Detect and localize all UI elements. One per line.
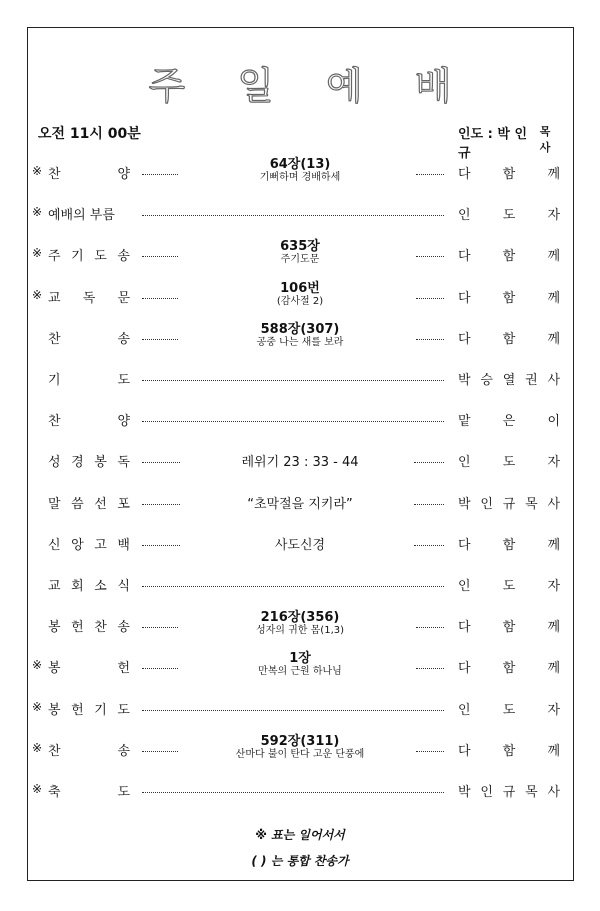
program-item-label: 축 도 — [48, 785, 130, 800]
leader-dots — [142, 256, 178, 257]
leader-dots — [142, 504, 180, 505]
stand-mark: ※ — [31, 205, 43, 219]
program-detail — [180, 534, 420, 553]
hymn-number: 216장(356) — [260, 610, 340, 625]
hymn-title: 기뻐하며 경배하세 — [259, 172, 341, 183]
hymn-title: 주기도문 — [280, 254, 320, 265]
stand-mark: ※ — [31, 164, 43, 178]
leader-dots — [142, 421, 444, 422]
hymn-title: 산마다 불이 탄다 고운 단풍에 — [235, 749, 365, 760]
footer-note-standing: ※ 표는 일어서서 — [255, 828, 345, 842]
stand-mark: ※ — [31, 246, 43, 260]
program-detail — [180, 610, 420, 637]
program-row — [0, 193, 600, 233]
leader-dots — [142, 298, 178, 299]
program-item-responsible: 다 함 께 — [458, 661, 560, 676]
program-item-label: 찬 양 — [48, 414, 130, 429]
program-item-label: 찬 송 — [48, 744, 130, 759]
stand-mark: ※ — [31, 288, 43, 302]
hymn-number: 588장(307) — [260, 322, 340, 337]
footer-note-hymnal: ( ) 는 통합 찬송가 — [251, 854, 349, 868]
program-item-responsible: 다 함 께 — [458, 332, 560, 347]
leader-dots — [416, 668, 444, 669]
program-item-responsible: 다 함 께 — [458, 620, 560, 635]
detail-text: “초막절을 지키라” — [247, 497, 353, 512]
program-row — [0, 399, 600, 439]
program-detail — [180, 451, 420, 470]
leader-dots — [416, 174, 444, 175]
program-row — [0, 317, 600, 357]
stand-mark: ※ — [31, 741, 43, 755]
program-row — [0, 152, 600, 192]
program-row — [0, 729, 600, 769]
program-item-label: 찬 양 — [48, 167, 130, 182]
stand-mark: ※ — [31, 782, 43, 796]
program-item-label: 말 씀 선 포 — [48, 497, 130, 512]
program-item-responsible: 다 함 께 — [458, 291, 560, 306]
hymn-number: 64장(13) — [269, 157, 331, 172]
leader-dots — [416, 751, 444, 752]
detail-text: 레위기 23 : 33 - 44 — [241, 455, 359, 470]
program-item-label: 교 독 문 — [48, 291, 130, 306]
program-row — [0, 482, 600, 522]
program-item-responsible: 인 도 자 — [458, 455, 560, 470]
leader-dots — [142, 668, 178, 669]
program-detail — [180, 157, 420, 184]
leader-dots — [142, 751, 178, 752]
hymn-number: 635장 — [280, 239, 320, 254]
leader-dots — [142, 627, 178, 628]
hymn-number: 1장 — [289, 651, 311, 666]
leader-dots — [416, 339, 444, 340]
hymn-title: (감사절 2) — [276, 296, 324, 307]
program-item-responsible: 인 도 자 — [458, 579, 560, 594]
program-row — [0, 564, 600, 604]
program-detail — [180, 322, 420, 349]
program-detail — [180, 734, 420, 761]
program-item-responsible: 박 인 규 목 사 — [458, 785, 560, 800]
leader-dots — [142, 380, 444, 381]
program-item-responsible: 인 도 자 — [458, 208, 560, 223]
program-row — [0, 770, 600, 810]
program-item-responsible: 박 인 규 목 사 — [458, 497, 560, 512]
service-time: 오전 11시 00분 — [38, 126, 141, 142]
hymn-title: 만복의 근원 하나님 — [258, 666, 342, 677]
leader-dots — [142, 215, 444, 216]
program-row — [0, 646, 600, 686]
stand-mark: ※ — [31, 658, 43, 672]
leader-dots — [416, 627, 444, 628]
program-item-label: 봉 헌 기 도 — [48, 703, 130, 718]
hymn-number: 106번 — [280, 281, 320, 296]
program-row — [0, 688, 600, 728]
program-row — [0, 234, 600, 274]
leader-dots — [142, 462, 180, 463]
program-row — [0, 440, 600, 480]
program-item-label: 신 앙 고 백 — [48, 538, 130, 553]
program-row — [0, 276, 600, 316]
leader-dots — [416, 298, 444, 299]
program-item-label: 봉 헌 — [48, 661, 130, 676]
program-row — [0, 605, 600, 645]
program-item-responsible: 다 함 께 — [458, 167, 560, 182]
program-detail — [180, 281, 420, 308]
leader-title: 목사 — [539, 125, 551, 154]
leader-dots — [142, 586, 444, 587]
hymn-title: 공중 나는 새를 보라 — [256, 337, 344, 348]
program-item-responsible: 맡 은 이 — [458, 414, 560, 429]
program-item-label: 기 도 — [48, 373, 130, 388]
program-item-label: 교 회 소 식 — [48, 579, 130, 594]
program-detail — [180, 493, 420, 512]
program-item-label: 성 경 봉 독 — [48, 455, 130, 470]
program-item-responsible: 인 도 자 — [458, 703, 560, 718]
hymn-title: 성자의 귀한 몸(1,3) — [255, 625, 345, 636]
detail-text: 사도신경 — [274, 538, 326, 553]
stand-mark: ※ — [31, 700, 43, 714]
program-detail — [180, 651, 420, 678]
leader-dots — [142, 545, 180, 546]
program-item-responsible: 다 함 께 — [458, 744, 560, 759]
program-row — [0, 523, 600, 563]
leader-dots — [142, 339, 178, 340]
leader-dots — [142, 174, 178, 175]
program-row — [0, 358, 600, 398]
leader-dots — [416, 256, 444, 257]
page-title: 주 일 예 배 — [148, 64, 472, 108]
program-item-label: 찬 송 — [48, 332, 130, 347]
program-item-responsible: 다 함 께 — [458, 538, 560, 553]
program-item-responsible: 박 승 열 권 사 — [458, 373, 560, 388]
program-item-label: 예배의 부름 — [48, 208, 115, 223]
leader-dots — [142, 792, 444, 793]
leader-dots — [142, 710, 444, 711]
leader-label: 인도 : 박 인 규 — [458, 127, 528, 161]
program-detail — [180, 239, 420, 266]
hymn-number: 592장(311) — [260, 734, 340, 749]
program-item-responsible: 다 함 께 — [458, 249, 560, 264]
program-item-label: 주 기 도 송 — [48, 249, 130, 264]
program-item-label: 봉 헌 찬 송 — [48, 620, 130, 635]
